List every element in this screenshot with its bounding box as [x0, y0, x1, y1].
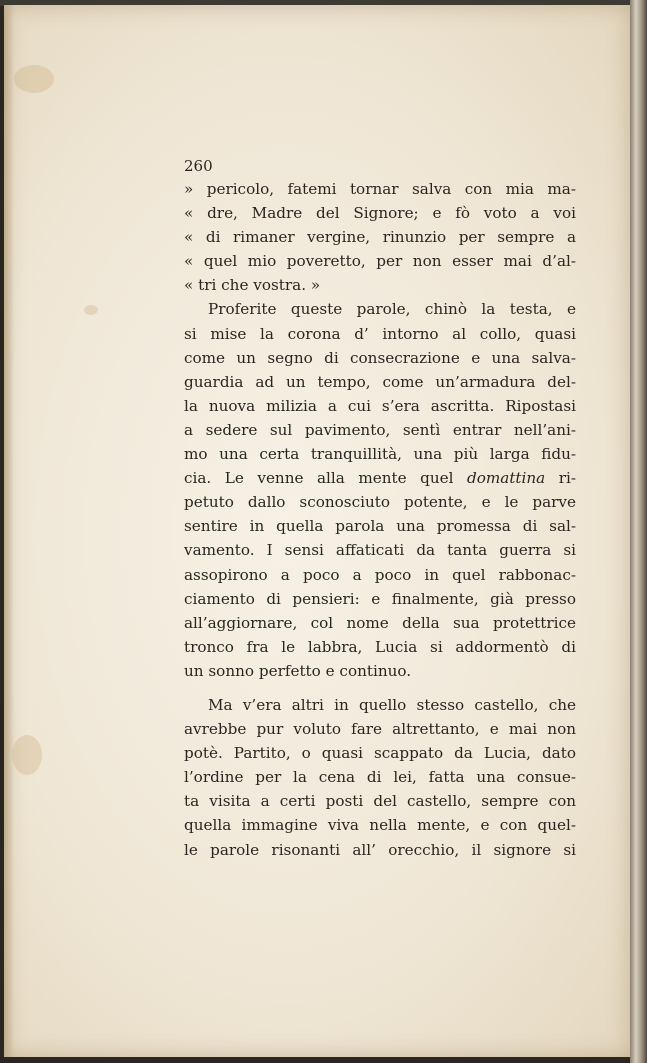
text-line: Proferite queste parole, chinò la testa, e — [208, 300, 576, 319]
text-line: a sedere sul pavimento, sentì entrar nell’ani- — [184, 420, 576, 439]
text-line: assopirono a poco a poco in quel rabbonac- — [184, 565, 576, 584]
text-segment: ri- — [545, 469, 577, 488]
paper-stain — [84, 305, 98, 315]
text-line: un sonno perfetto e continuo. — [184, 661, 412, 680]
text-line: » pericolo, fatemi tornar salva con mia ma- — [184, 180, 576, 198]
text-line: tronco fra le labbra, Lucia si addormentò di — [184, 637, 576, 656]
text-line: avrebbe pur voluto fare altrettanto, e mai non — [184, 720, 576, 739]
text-line: l’ordine per la cena di lei, fatta una consue- — [184, 768, 576, 787]
text-line: petuto dallo sconosciuto potente, e le parve — [184, 493, 576, 512]
text-line: quella immagine viva nella mente, e con quel- — [184, 816, 576, 835]
paragraph-gap — [184, 683, 576, 693]
text-line: sentire in quella parola una promessa di sal- — [184, 517, 576, 536]
text-line: Ma v’era altri in quello stesso castello, che — [208, 695, 576, 714]
text-line: ciamento di pensieri: e finalmente, già presso — [184, 589, 576, 608]
text-line: come un segno di consecrazione e una salva- — [184, 348, 576, 367]
italic-word: domattina — [467, 469, 546, 488]
text-line: vamento. I sensi affaticati da tanta guerra si — [184, 541, 576, 560]
text-line: le parole risonanti all’ orecchio, il signore si — [184, 840, 576, 859]
text-line: potè. Partito, o quasi scappato da Lucia, dato — [184, 744, 576, 763]
text-line: « quel mio poveretto, per non esser mai d’al- — [184, 252, 576, 271]
paper-stain — [14, 65, 54, 93]
text-line: all’aggiornare, col nome della sua protettrice — [184, 613, 576, 632]
text-line: ta visita a certi posti del castello, sempre con — [184, 792, 576, 811]
page-text-block — [184, 155, 576, 862]
page-left-edge-shadow — [4, 5, 14, 1057]
text-line: mo una certa tranquillità, una più larga fidu- — [184, 445, 576, 464]
text-segment: cia. Le venne alla mente quel — [184, 469, 467, 488]
text-line: « di rimaner vergine, rinunzio per sempre a — [184, 228, 576, 247]
paper-stain — [12, 735, 42, 775]
text-line: « tri che vostra. » — [184, 276, 321, 295]
text-line: la nuova milizia a cui s’era ascritta. Ripostasi — [184, 396, 576, 415]
book-page — [4, 5, 630, 1057]
book-spine — [630, 0, 647, 1063]
text-line: guardia ad un tempo, come un’armadura del- — [184, 372, 576, 391]
text-line — [184, 466, 576, 490]
text-line: « dre, Madre del Signore; e fò voto a voi — [184, 204, 576, 223]
text-line: si mise la corona d’ intorno al collo, quasi — [184, 324, 576, 343]
page-number: 260 — [184, 157, 213, 175]
